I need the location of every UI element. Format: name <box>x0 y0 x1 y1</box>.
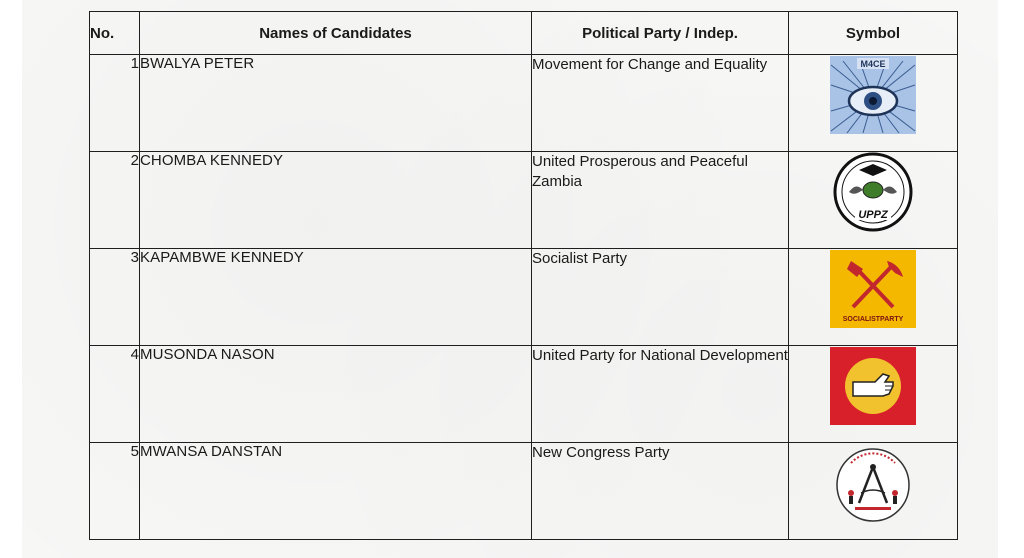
table-row <box>90 346 958 443</box>
party-name: United Prosperous and Peaceful Zambia <box>532 152 789 249</box>
table-row <box>90 55 958 152</box>
table-row <box>90 249 958 346</box>
symbol-cell <box>789 346 958 443</box>
header-names: Names of Candidates <box>140 12 532 55</box>
row-number: 1 <box>90 55 140 152</box>
candidate-name: MUSONDA NASON <box>140 346 532 443</box>
party-name: Socialist Party <box>532 249 789 346</box>
table-header-row <box>90 12 958 55</box>
mce-eye-symbol-icon <box>829 55 917 135</box>
candidate-name: BWALYA PETER <box>140 55 532 152</box>
svg-text:SOCIALISTPARTY: SOCIALISTPARTY <box>842 316 904 323</box>
svg-text:UPPZ: UPPZ <box>858 209 888 221</box>
socialist-shovel-pick-symbol-icon <box>829 249 917 329</box>
row-number: 2 <box>90 152 140 249</box>
party-name: United Party for National Development <box>532 346 789 443</box>
table-row <box>90 152 958 249</box>
row-number: 4 <box>90 346 140 443</box>
header-party: Political Party / Indep. <box>532 12 789 55</box>
uppz-emblem-symbol-icon <box>829 152 917 232</box>
symbol-cell <box>789 249 958 346</box>
candidate-name: MWANSA DANSTAN <box>140 443 532 540</box>
row-number: 5 <box>90 443 140 540</box>
row-number: 3 <box>90 249 140 346</box>
header-symbol: Symbol <box>789 12 958 55</box>
upnd-hand-symbol-icon <box>829 346 917 426</box>
symbol-cell <box>789 55 958 152</box>
candidate-name: CHOMBA KENNEDY <box>140 152 532 249</box>
party-name: Movement for Change and Equality <box>532 55 789 152</box>
svg-text:M4CE: M4CE <box>860 59 886 69</box>
ncp-compass-symbol-icon <box>829 443 917 523</box>
candidate-name: KAPAMBWE KENNEDY <box>140 249 532 346</box>
candidates-table <box>89 11 958 540</box>
symbol-cell <box>789 443 958 540</box>
symbol-cell <box>789 152 958 249</box>
party-name: New Congress Party <box>532 443 789 540</box>
table-row <box>90 443 958 540</box>
header-no: No. <box>90 12 140 55</box>
document-page <box>22 0 998 558</box>
